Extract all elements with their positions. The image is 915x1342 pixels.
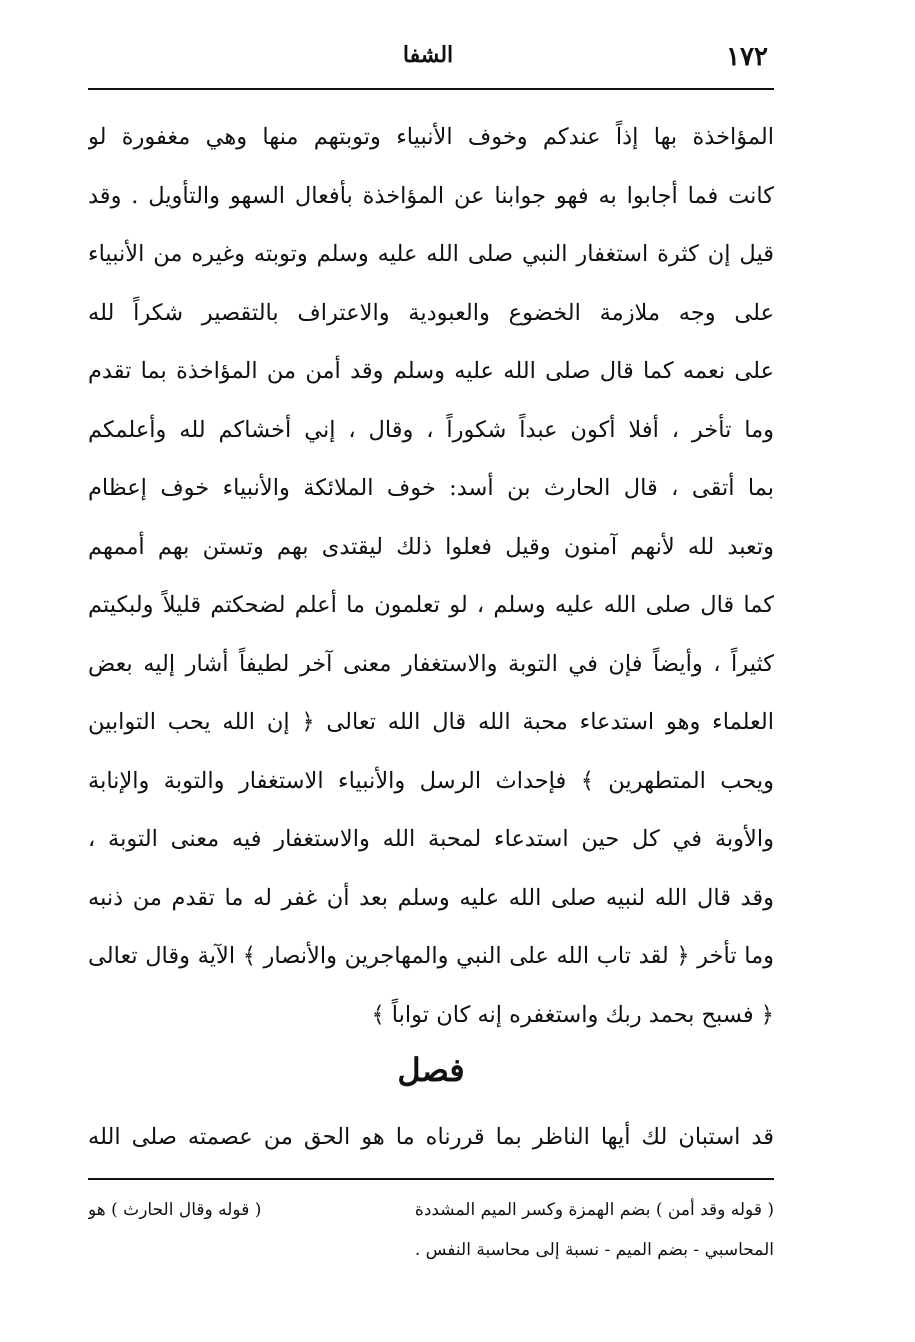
main-text <box>88 108 774 1044</box>
text-line: والأوبة في كل حين استدعاء لمحبة الله والاستغفار فيه معنى التوبة ، <box>88 826 774 852</box>
text-line: كانت فما أجابوا به فهو جوابنا عن المؤاخذة بأفعال السهو والتأويل . وقد <box>88 182 774 209</box>
footnote-2-start: ( قوله وقال الحارث ) هو <box>88 1200 262 1220</box>
text-line: بما أتقى ، قال الحارث بن أسد: خوف الملائكة والأنبياء خوف إعظام <box>88 475 774 501</box>
running-title: الشفا <box>402 42 454 68</box>
text-line: ﴿ فسبح بحمد ربك واستغفره إنه كان تواباً ﴾ <box>371 1001 774 1028</box>
text-line: وما تأخر ، أفلا أكون عبداً شكوراً ، وقال ، إني أخشاكم لله وأعلمكم <box>88 416 774 443</box>
text-line: وقد قال الله لنبيه صلى الله عليه وسلم بعد أن غفر له ما تقدم من ذنبه <box>88 884 774 911</box>
footnote-divider <box>88 1178 774 1180</box>
page-header <box>88 38 768 78</box>
text-line: ويحب المتطهرين ﴾ فإحداث الرسل والأنبياء الاستغفار والتوبة والإنابة <box>88 767 774 794</box>
text-line: المؤاخذة بها إذاً عندكم وخوف الأنبياء وتوبتهم منها وهي مغفورة لو <box>88 124 774 150</box>
page-number: ١٧٢ <box>726 42 768 72</box>
footnote-line <box>88 1230 774 1270</box>
footnote-line <box>88 1190 774 1230</box>
text-line: وما تأخر ﴿ لقد تاب الله على النبي والمهاجرين والأنصار ﴾ الآية وقال تعالى <box>88 943 774 969</box>
section-first-line: قد استبان لك أيها الناظر بما قررناه ما هو الحق من عصمته صلى الله <box>88 1124 774 1150</box>
text-line: وتعبد لله لأنهم آمنون وقيل فعلوا ذلك ليقتدى بهم وتستن بهم أممهم <box>88 533 774 560</box>
text-line: على نعمه كما قال صلى الله عليه وسلم وقد أمن من المؤاخذة بما تقدم <box>88 358 774 384</box>
text-line: كما قال صلى الله عليه وسلم ، لو تعلمون ما أعلم لضحكتم قليلاً ولبكيتم <box>88 592 774 618</box>
text-line: قيل إن كثرة استغفار النبي صلى الله عليه وسلم وتوبته وغيره من الأنبياء <box>88 241 774 267</box>
text-line: كثيراً ، وأيضاً فإن في التوبة والاستغفار معنى آخر لطيفاً أشار إليه بعض <box>88 650 774 677</box>
text-line: العلماء وهو استدعاء محبة الله قال الله تعالى ﴿ إن الله يحب التوابين <box>88 709 774 735</box>
section-heading: فصل <box>397 1051 465 1089</box>
text-line: على وجه ملازمة الخضوع والعبودية والاعتراف بالتقصير شكراً لله <box>88 299 774 326</box>
footnotes <box>88 1190 774 1270</box>
header-divider <box>88 88 774 90</box>
footnote-1: ( قوله وقد أمن ) بضم الهمزة وكسر الميم المشددة <box>414 1200 774 1220</box>
footnote-2-end: المحاسبي - بضم الميم - نسبة إلى محاسبة النفس . <box>414 1240 774 1260</box>
